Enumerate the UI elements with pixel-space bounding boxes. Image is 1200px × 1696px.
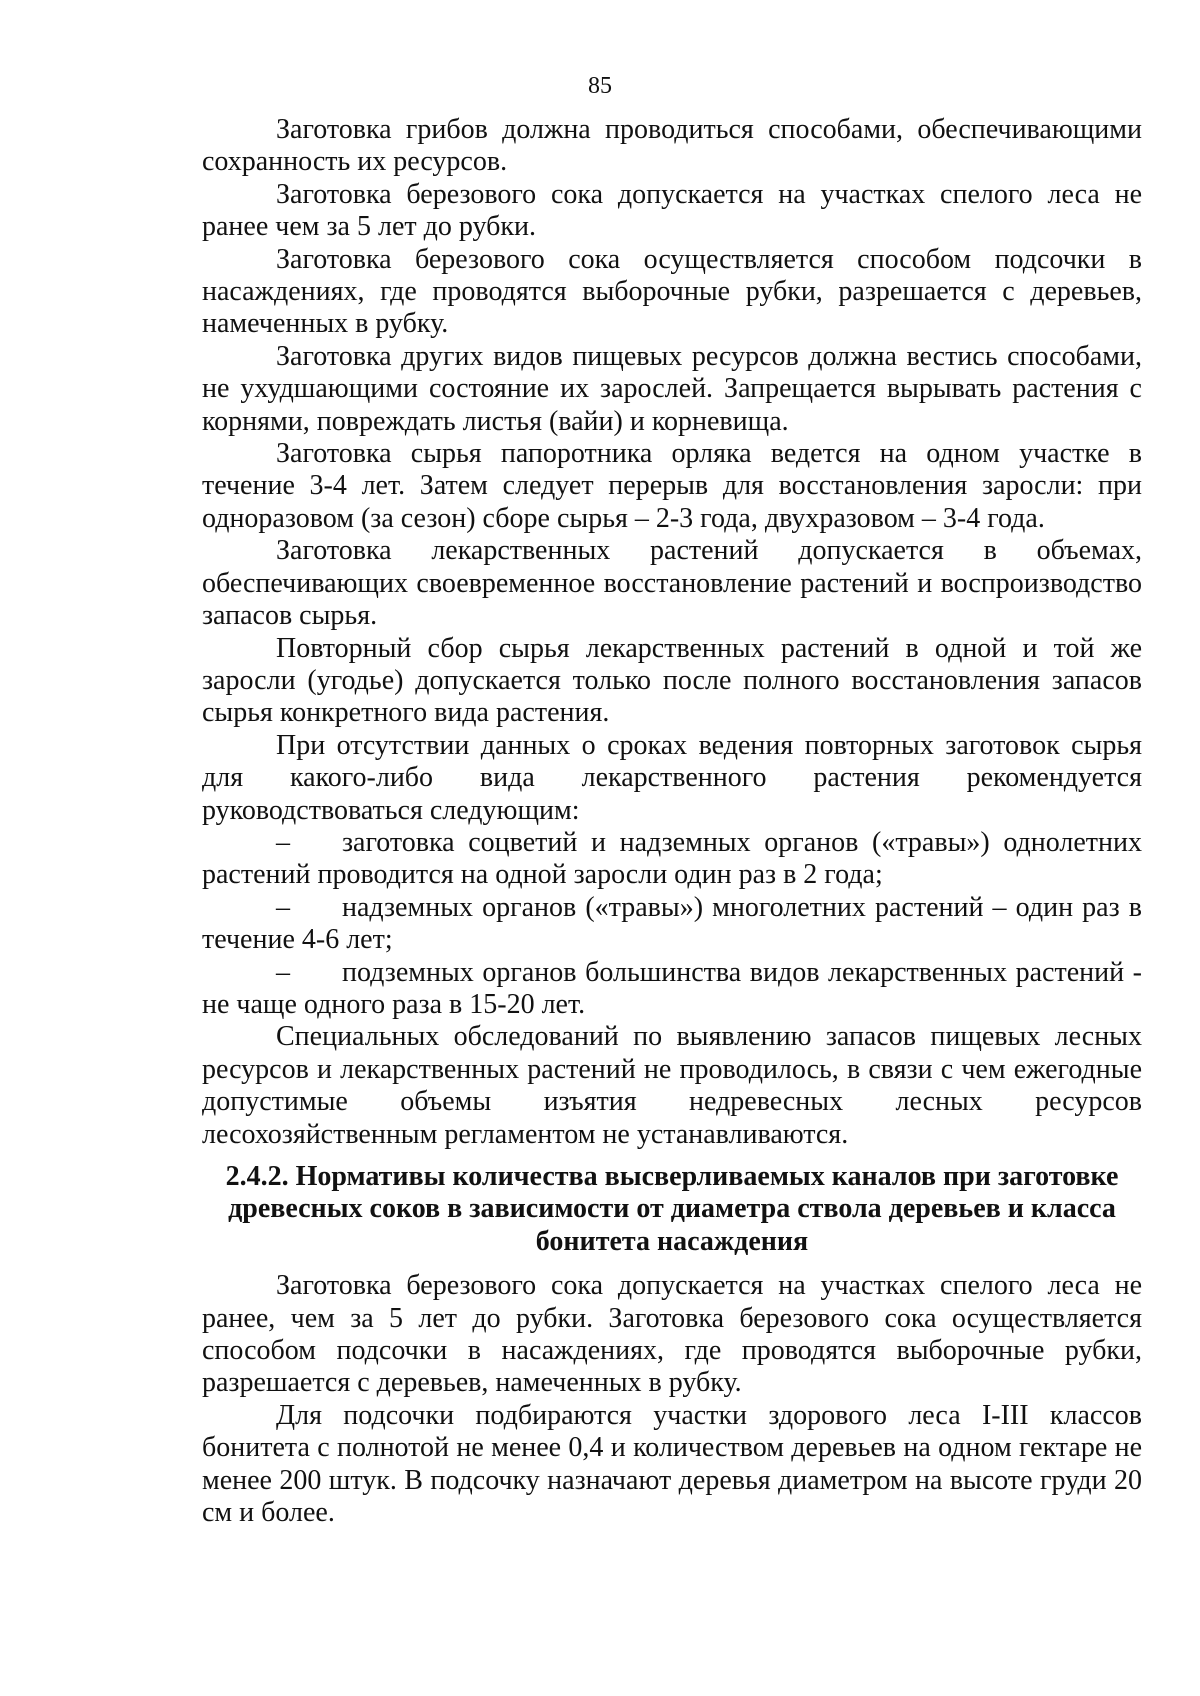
bullet-text: надземных органов («травы») многолетних растений – один раз в течение 4-6 лет; <box>202 891 1142 956</box>
body-paragraph: Заготовка березового сока допускается на участках спелого леса не ранее чем за 5 лет до рубки. <box>202 178 1142 243</box>
bullet-item <box>202 827 1142 892</box>
body-paragraph: Заготовка березового сока осуществляется способом подсочки в насаждениях, где проводятся выборочные рубки, разрешается с деревьев, намеченных в рубку. <box>202 243 1142 340</box>
bullet-dash: – <box>276 956 290 988</box>
body-paragraph: Заготовка сырья папоротника орляка ведется на одном участке в течение 3-4 лет. Затем следует перерыв для восстановления заросли: при одноразовом (за сезон) сборе сырья – 2-3 года, двухразовом – 3-4 года. <box>202 438 1142 534</box>
body-paragraph: Заготовка грибов должна проводиться способами, обеспечивающими сохранность их ресурсов. <box>202 114 1142 178</box>
document-body <box>202 114 1142 1529</box>
body-paragraph: Для подсочки подбираются участки здорового леса I-III классов бонитета с полнотой не менее 0,4 и количеством деревьев на одном гектаре не менее 200 штук. В подсочку назначают деревья диаметром на высоте груди 20 см и более. <box>202 1399 1142 1529</box>
section-before-heading <box>202 114 1142 1151</box>
body-paragraph: Заготовка других видов пищевых ресурсов должна вестись способами, не ухудшающими состояние их зарослей. Запрещается вырывать растения с корнями, повреждать листья (вайи) и корневища. <box>202 340 1142 437</box>
bullet-item <box>202 957 1142 1022</box>
bullet-text: заготовка соцветий и надземных органов («травы») однолетних растений проводится на одной заросли один раз в 2 года; <box>202 826 1142 891</box>
body-paragraph: Специальных обследований по выявлению запасов пищевых лесных ресурсов и лекарственных растений не проводилось, в связи с чем ежегодные допустимые объемы изъятия недревесных лесных ресурсов лесохозяйственным регламентом не устанавливаются. <box>202 1021 1142 1150</box>
body-paragraph: Заготовка лекарственных растений допускается в объемах, обеспечивающих своевременное восстановление растений и воспроизводство запасов сырья. <box>202 535 1142 632</box>
section-after-heading <box>202 1270 1142 1529</box>
bullet-item <box>202 892 1142 957</box>
body-paragraph: Повторный сбор сырья лекарственных растений в одной и той же заросли (угодье) допускается только после полного восстановления запасов сырья конкретного вида растения. <box>202 632 1142 729</box>
section-heading: 2.4.2. Нормативы количества высверливаемых каналов при заготовке древесных соков в зависимости от диаметра ствола деревьев и класса бонитета насаждения <box>225 1161 1119 1257</box>
bullet-dash: – <box>276 891 290 923</box>
bullet-dash: – <box>276 826 290 858</box>
body-paragraph: Заготовка березового сока допускается на участках спелого леса не ранее, чем за 5 лет до рубки. Заготовка березового сока осуществляется способом подсочки в насаждениях, где проводятся выборочные рубки, разрешается с деревьев, намеченных в рубку. <box>202 1270 1142 1399</box>
body-paragraph: При отсутствии данных о сроках ведения повторных заготовок сырья для какого-либо вида лекарственного растения рекомендуется руководствоваться следующим: <box>202 729 1142 826</box>
bullet-text: подземных органов большинства видов лекарственных растений - не чаще одного раза в 15-20 лет. <box>202 956 1142 1020</box>
page-number: 85 <box>588 73 612 99</box>
